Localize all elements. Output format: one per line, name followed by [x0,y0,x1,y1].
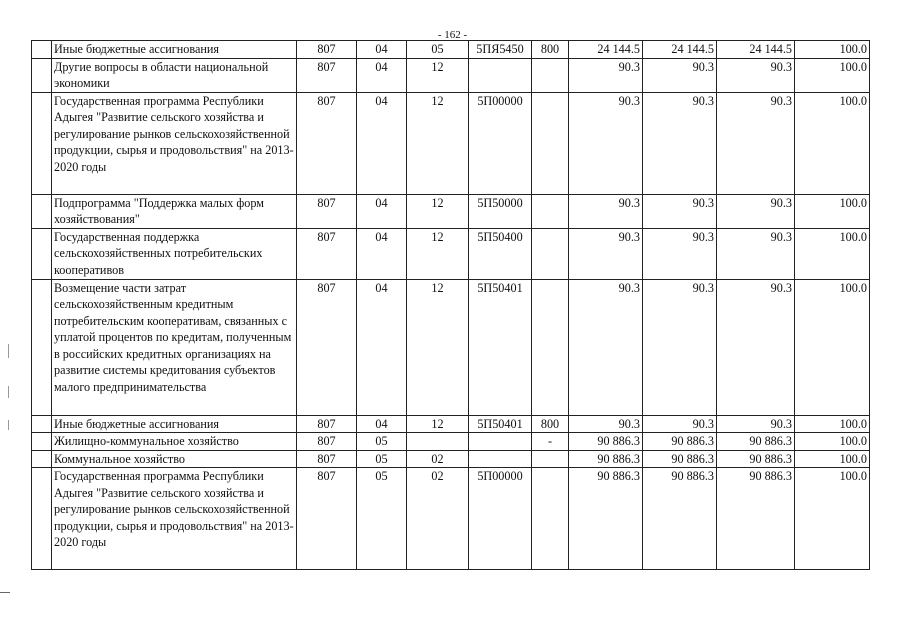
table-row [32,92,870,194]
row-pr-cell: 12 [407,415,469,433]
table-row [32,415,870,433]
row-csr-cell: 5П00000 [469,468,532,570]
row-sum3-cell: 90.3 [717,228,795,279]
row-csr-cell: 5П50401 [469,415,532,433]
row-pr-cell: 02 [407,450,469,468]
row-sum1-cell: 90.3 [569,415,643,433]
row-sum1-cell: 90 886.3 [569,450,643,468]
row-pr-cell: 12 [407,58,469,92]
row-gr-cell: 807 [297,433,357,451]
row-name-cell: Возмещение части затрат сельскохозяйственным кредитным потребительским кооперативам, связанных с уплатой процентов по кредитам, полученным в российских кредитных организациях на развитие системы кредитования субъектов малого предпринимательства [52,279,297,415]
row-name-cell: Жилищно-коммунальное хозяйство [52,433,297,451]
row-gr-cell: 807 [297,468,357,570]
row-rz-cell: 04 [357,415,407,433]
row-vr-cell: 800 [532,41,569,59]
row-name-cell: Подпрограмма "Поддержка малых форм хозяйствования" [52,194,297,228]
row-csr-cell: 5П50401 [469,279,532,415]
table-row [32,450,870,468]
row-csr-cell [469,450,532,468]
row-sum2-cell: 90.3 [643,228,717,279]
page-number: - 162 - [437,29,468,41]
row-rz-cell: 04 [357,228,407,279]
row-sum3-cell: 24 144.5 [717,41,795,59]
row-index-cell [32,58,52,92]
row-csr-cell: 5П00000 [469,92,532,194]
row-sum2-cell: 90.3 [643,92,717,194]
row-gr-cell: 807 [297,228,357,279]
row-index-cell [32,228,52,279]
row-vr-cell [532,92,569,194]
row-vr-cell [532,450,569,468]
row-csr-cell: 5П50400 [469,228,532,279]
row-vr-cell [532,279,569,415]
row-name-cell: Иные бюджетные ассигнования [52,41,297,59]
row-gr-cell: 807 [297,450,357,468]
row-csr-cell [469,58,532,92]
row-gr-cell: 807 [297,92,357,194]
row-rz-cell: 05 [357,433,407,451]
row-pr-cell [407,433,469,451]
row-rz-cell: 04 [357,58,407,92]
row-pr-cell: 05 [407,41,469,59]
row-vr-cell [532,228,569,279]
row-rz-cell: 04 [357,41,407,59]
row-sum2-cell: 90.3 [643,279,717,415]
row-pct-cell: 100.0 [795,58,870,92]
row-gr-cell: 807 [297,415,357,433]
row-csr-cell [469,433,532,451]
row-sum3-cell: 90.3 [717,415,795,433]
row-index-cell [32,450,52,468]
row-sum3-cell: 90 886.3 [717,450,795,468]
row-vr-cell: - [532,433,569,451]
row-rz-cell: 04 [357,92,407,194]
row-pct-cell: 100.0 [795,450,870,468]
row-sum2-cell: 90.3 [643,194,717,228]
row-sum3-cell: 90 886.3 [717,433,795,451]
row-pct-cell: 100.0 [795,433,870,451]
row-sum1-cell: 90.3 [569,228,643,279]
row-sum1-cell: 90.3 [569,194,643,228]
row-sum2-cell: 24 144.5 [643,41,717,59]
row-rz-cell: 05 [357,450,407,468]
budget-table [31,40,870,570]
row-pct-cell: 100.0 [795,194,870,228]
table-row [32,228,870,279]
table-row [32,58,870,92]
row-sum2-cell: 90 886.3 [643,450,717,468]
row-gr-cell: 807 [297,279,357,415]
row-sum1-cell: 90 886.3 [569,468,643,570]
row-vr-cell: 800 [532,415,569,433]
row-sum3-cell: 90.3 [717,279,795,415]
row-name-cell: Государственная программа Республики Адыгея "Развитие сельского хозяйства и регулирование рынков сельскохозяйственной продукции, сырья и продовольствия" на 2013-2020 годы [52,92,297,194]
row-name-cell: Иные бюджетные ассигнования [52,415,297,433]
row-pct-cell: 100.0 [795,468,870,570]
row-pr-cell: 12 [407,279,469,415]
row-name-cell: Государственная поддержка сельскохозяйственных потребительских кооперативов [52,228,297,279]
row-rz-cell: 04 [357,194,407,228]
row-index-cell [32,41,52,59]
row-pct-cell: 100.0 [795,415,870,433]
row-sum1-cell: 90 886.3 [569,433,643,451]
row-sum2-cell: 90.3 [643,415,717,433]
row-pr-cell: 02 [407,468,469,570]
row-index-cell [32,415,52,433]
row-sum1-cell: 90.3 [569,92,643,194]
row-sum2-cell: 90.3 [643,58,717,92]
table-row [32,194,870,228]
row-index-cell [32,468,52,570]
table-row [32,468,870,570]
row-sum3-cell: 90.3 [717,58,795,92]
row-pr-cell: 12 [407,228,469,279]
row-rz-cell: 05 [357,468,407,570]
row-pr-cell: 12 [407,194,469,228]
row-index-cell [32,194,52,228]
row-sum1-cell: 24 144.5 [569,41,643,59]
row-vr-cell [532,194,569,228]
row-pr-cell: 12 [407,92,469,194]
row-sum1-cell: 90.3 [569,279,643,415]
row-rz-cell: 04 [357,279,407,415]
row-sum1-cell: 90.3 [569,58,643,92]
row-pct-cell: 100.0 [795,41,870,59]
table-row [32,41,870,59]
row-vr-cell [532,58,569,92]
row-name-cell: Коммунальное хозяйство [52,450,297,468]
row-sum3-cell: 90.3 [717,92,795,194]
row-sum2-cell: 90 886.3 [643,468,717,570]
table-row [32,433,870,451]
row-csr-cell: 5П50000 [469,194,532,228]
row-pct-cell: 100.0 [795,92,870,194]
row-index-cell [32,279,52,415]
row-sum3-cell: 90.3 [717,194,795,228]
row-vr-cell [532,468,569,570]
row-index-cell [32,92,52,194]
row-sum2-cell: 90 886.3 [643,433,717,451]
table-row [32,279,870,415]
row-pct-cell: 100.0 [795,279,870,415]
row-sum3-cell: 90 886.3 [717,468,795,570]
row-pct-cell: 100.0 [795,228,870,279]
row-gr-cell: 807 [297,58,357,92]
row-csr-cell: 5ПЯ5450 [469,41,532,59]
row-gr-cell: 807 [297,41,357,59]
row-index-cell [32,433,52,451]
row-name-cell: Другие вопросы в области национальной экономики [52,58,297,92]
row-name-cell: Государственная программа Республики Адыгея "Развитие сельского хозяйства и регулирование рынков сельскохозяйственной продукции, сырья и продовольствия" на 2013-2020 годы [52,468,297,570]
row-gr-cell: 807 [297,194,357,228]
